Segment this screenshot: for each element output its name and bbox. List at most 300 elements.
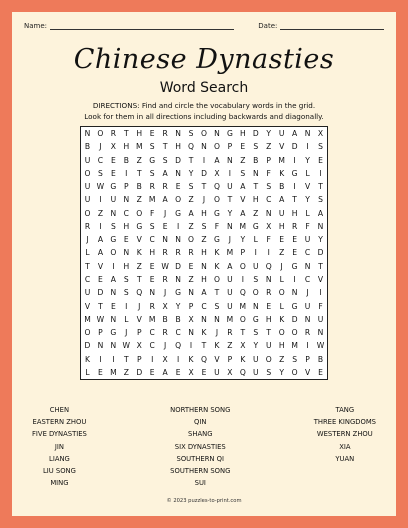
grid-letter[interactable]: V xyxy=(240,195,246,205)
grid-letter[interactable]: A xyxy=(317,208,324,218)
grid-letter[interactable]: E xyxy=(149,275,155,285)
grid-letter[interactable]: N xyxy=(188,328,194,338)
grid-letter[interactable]: A xyxy=(97,248,104,258)
grid-letter[interactable]: A xyxy=(162,367,168,377)
grid-letter[interactable]: T xyxy=(201,182,207,192)
grid-letter[interactable]: V xyxy=(97,261,104,271)
grid-letter[interactable]: F xyxy=(214,221,220,231)
grid-letter[interactable]: G xyxy=(252,314,259,324)
grid-letter[interactable]: S xyxy=(253,328,259,338)
grid-letter[interactable]: P xyxy=(98,328,103,338)
grid-letter[interactable]: V xyxy=(214,354,220,364)
grid-letter[interactable]: N xyxy=(149,288,156,298)
grid-letter[interactable]: N xyxy=(175,235,181,245)
grid-letter[interactable]: S xyxy=(110,221,116,231)
grid-letter[interactable]: Z xyxy=(136,195,142,205)
grid-letter[interactable]: O xyxy=(291,328,298,338)
grid-letter[interactable]: S xyxy=(123,275,129,285)
grid-letter[interactable]: I xyxy=(293,155,296,165)
grid-letter[interactable]: O xyxy=(239,261,246,271)
grid-letter[interactable]: U xyxy=(227,182,233,192)
grid-letter[interactable]: O xyxy=(201,129,207,139)
grid-letter[interactable]: E xyxy=(162,221,168,231)
grid-letter[interactable]: H xyxy=(201,248,207,258)
grid-letter[interactable]: Q xyxy=(239,288,246,298)
grid-letter[interactable]: T xyxy=(240,328,246,338)
grid-letter[interactable]: B xyxy=(279,182,285,192)
grid-letter[interactable]: N xyxy=(201,261,207,271)
grid-letter[interactable]: J xyxy=(280,261,283,271)
grid-letter[interactable]: H xyxy=(278,341,285,351)
grid-letter[interactable]: L xyxy=(253,235,258,245)
grid-letter[interactable]: K xyxy=(214,248,220,258)
grid-letter[interactable]: I xyxy=(267,248,270,258)
grid-letter[interactable]: Y xyxy=(305,155,310,165)
grid-letter[interactable]: C xyxy=(123,208,129,218)
grid-letter[interactable]: A xyxy=(188,208,194,218)
grid-letter[interactable]: G xyxy=(175,288,182,298)
grid-letter[interactable]: N xyxy=(252,168,259,178)
grid-letter[interactable]: R xyxy=(149,301,155,311)
grid-letter[interactable]: Z xyxy=(253,208,259,218)
grid-letter[interactable]: A xyxy=(279,195,285,205)
grid-letter[interactable]: M xyxy=(135,142,143,152)
grid-letter[interactable]: R xyxy=(291,221,298,231)
grid-letter[interactable]: R xyxy=(188,248,194,258)
grid-letter[interactable]: C xyxy=(149,341,155,351)
grid-letter[interactable]: I xyxy=(293,275,296,285)
grid-letter[interactable]: Y xyxy=(253,341,259,351)
grid-letter[interactable]: X xyxy=(266,221,272,231)
grid-letter[interactable]: F xyxy=(266,168,271,178)
grid-letter[interactable]: I xyxy=(254,248,257,258)
grid-letter[interactable]: O xyxy=(175,195,182,205)
grid-letter[interactable]: B xyxy=(175,314,181,324)
grid-letter[interactable]: P xyxy=(227,142,233,152)
grid-letter[interactable]: N xyxy=(227,221,233,231)
grid-letter[interactable]: R xyxy=(304,328,311,338)
grid-letter[interactable]: P xyxy=(227,354,233,364)
grid-letter[interactable]: D xyxy=(252,129,259,139)
grid-letter[interactable]: S xyxy=(318,195,323,205)
grid-letter[interactable]: G xyxy=(136,221,143,231)
grid-letter[interactable]: U xyxy=(84,288,91,298)
grid-letter[interactable]: L xyxy=(279,301,284,311)
grid-letter[interactable]: E xyxy=(110,168,116,178)
grid-letter[interactable]: U xyxy=(84,155,91,165)
grid-letter[interactable]: I xyxy=(176,354,180,364)
grid-letter[interactable]: X xyxy=(136,341,142,351)
date-field[interactable] xyxy=(280,22,384,30)
grid-letter[interactable]: S xyxy=(266,182,272,192)
grid-letter[interactable]: A xyxy=(201,288,207,298)
grid-letter[interactable]: P xyxy=(240,248,246,258)
grid-letter[interactable]: Z xyxy=(136,155,142,165)
grid-letter[interactable]: H xyxy=(136,129,143,139)
grid-letter[interactable]: Q xyxy=(188,142,195,152)
grid-letter[interactable]: T xyxy=(136,168,142,178)
grid-letter[interactable]: N xyxy=(291,288,298,298)
grid-letter[interactable]: K xyxy=(279,168,285,178)
grid-letter[interactable]: N xyxy=(304,261,311,271)
grid-letter[interactable]: N xyxy=(201,142,207,152)
grid-letter[interactable]: Z xyxy=(240,155,246,165)
grid-letter[interactable]: I xyxy=(99,195,102,205)
grid-letter[interactable]: N xyxy=(227,155,233,165)
grid-letter[interactable]: C xyxy=(304,248,311,258)
grid-letter[interactable]: V xyxy=(84,301,91,311)
grid-letter[interactable]: O xyxy=(84,208,91,218)
grid-letter[interactable]: H xyxy=(175,142,181,152)
grid-letter[interactable]: U xyxy=(253,261,259,271)
grid-letter[interactable]: X xyxy=(214,168,220,178)
grid-letter[interactable]: N xyxy=(84,129,91,139)
grid-letter[interactable]: J xyxy=(164,341,167,351)
grid-letter[interactable]: H xyxy=(201,275,207,285)
grid-letter[interactable]: R xyxy=(149,182,155,192)
grid-letter[interactable]: H xyxy=(265,314,272,324)
grid-letter[interactable]: E xyxy=(98,367,103,377)
grid-letter[interactable]: M xyxy=(148,314,156,324)
grid-letter[interactable]: M xyxy=(148,195,156,205)
grid-letter[interactable]: E xyxy=(318,367,323,377)
grid-letter[interactable]: L xyxy=(85,248,90,258)
grid-letter[interactable]: X xyxy=(162,301,168,311)
grid-letter[interactable]: Q xyxy=(175,341,182,351)
grid-letter[interactable]: R xyxy=(227,328,233,338)
grid-letter[interactable]: R xyxy=(162,275,168,285)
grid-letter[interactable]: F xyxy=(318,301,323,311)
grid-letter[interactable]: J xyxy=(125,328,128,338)
grid-letter[interactable]: E xyxy=(188,261,194,271)
grid-letter[interactable]: J xyxy=(86,235,89,245)
grid-letter[interactable]: G xyxy=(226,129,233,139)
grid-letter[interactable]: X xyxy=(227,367,233,377)
grid-letter[interactable]: O xyxy=(213,275,220,285)
grid-letter[interactable]: I xyxy=(112,261,115,271)
grid-letter[interactable]: O xyxy=(278,328,285,338)
grid-letter[interactable]: S xyxy=(318,142,323,152)
grid-letter[interactable]: H xyxy=(278,221,285,231)
grid-letter[interactable]: N xyxy=(214,314,220,324)
grid-letter[interactable]: Y xyxy=(227,208,233,218)
grid-letter[interactable]: T xyxy=(123,354,129,364)
grid-letter[interactable]: U xyxy=(84,182,91,192)
grid-letter[interactable]: T xyxy=(162,142,168,152)
grid-letter[interactable]: A xyxy=(214,155,220,165)
grid-letter[interactable]: M xyxy=(110,367,117,377)
grid-letter[interactable]: X xyxy=(240,341,246,351)
grid-letter[interactable]: E xyxy=(98,275,103,285)
grid-letter[interactable]: C xyxy=(97,155,104,165)
grid-letter[interactable]: E xyxy=(149,367,155,377)
grid-letter[interactable]: P xyxy=(124,182,129,192)
grid-letter[interactable]: R xyxy=(175,248,181,258)
grid-letter[interactable]: Y xyxy=(318,235,323,245)
grid-letter[interactable]: C xyxy=(201,301,207,311)
grid-letter[interactable]: R xyxy=(110,129,116,139)
grid-letter[interactable]: J xyxy=(228,235,231,245)
grid-letter[interactable]: W xyxy=(96,182,105,192)
grid-letter[interactable]: N xyxy=(123,248,130,258)
grid-letter[interactable]: X xyxy=(110,142,116,152)
grid-letter[interactable]: U xyxy=(304,235,311,245)
grid-letter[interactable]: P xyxy=(305,354,310,364)
grid-letter[interactable]: K xyxy=(84,354,90,364)
grid-letter[interactable]: P xyxy=(266,155,272,165)
grid-letter[interactable]: U xyxy=(84,195,91,205)
grid-letter[interactable]: E xyxy=(292,235,298,245)
grid-letter[interactable]: Z xyxy=(188,195,194,205)
grid-letter[interactable]: D xyxy=(317,248,324,258)
grid-letter[interactable]: G xyxy=(213,208,220,218)
grid-letter[interactable]: D xyxy=(201,168,207,178)
grid-letter[interactable]: S xyxy=(149,221,155,231)
grid-letter[interactable]: M xyxy=(84,314,91,324)
grid-letter[interactable]: I xyxy=(99,354,102,364)
grid-letter[interactable]: M xyxy=(226,248,234,258)
grid-letter[interactable]: Q xyxy=(213,182,220,192)
grid-letter[interactable]: U xyxy=(317,314,324,324)
grid-letter[interactable]: V xyxy=(317,275,324,285)
grid-letter[interactable]: I xyxy=(202,155,206,165)
grid-letter[interactable]: U xyxy=(278,208,285,218)
grid-letter[interactable]: U xyxy=(253,354,259,364)
grid-letter[interactable]: U xyxy=(110,195,117,205)
grid-letter[interactable]: I xyxy=(112,354,115,364)
grid-letter[interactable]: I xyxy=(306,142,309,152)
grid-letter[interactable]: L xyxy=(305,168,310,178)
grid-letter[interactable]: T xyxy=(136,275,142,285)
grid-letter[interactable]: G xyxy=(110,235,117,245)
grid-letter[interactable]: D xyxy=(97,288,104,298)
grid-letter[interactable]: S xyxy=(292,354,298,364)
grid-letter[interactable]: E xyxy=(175,367,181,377)
grid-letter[interactable]: H xyxy=(123,221,130,231)
grid-letter[interactable]: I xyxy=(319,288,322,298)
grid-letter[interactable]: W xyxy=(316,341,325,351)
grid-letter[interactable]: W xyxy=(96,314,105,324)
grid-letter[interactable]: S xyxy=(123,288,129,298)
grid-letter[interactable]: L xyxy=(124,314,129,324)
grid-letter[interactable]: D xyxy=(291,142,298,152)
grid-letter[interactable]: F xyxy=(305,221,310,231)
grid-letter[interactable]: N xyxy=(252,301,259,311)
grid-letter[interactable]: Z xyxy=(188,275,194,285)
grid-letter[interactable]: G xyxy=(291,301,298,311)
grid-letter[interactable]: J xyxy=(164,288,167,298)
grid-letter[interactable]: G xyxy=(110,328,117,338)
grid-letter[interactable]: Z xyxy=(201,235,207,245)
grid-letter[interactable]: G xyxy=(252,221,259,231)
grid-letter[interactable]: L xyxy=(279,275,284,285)
grid-letter[interactable]: B xyxy=(253,155,259,165)
grid-letter[interactable]: G xyxy=(175,208,182,218)
name-field[interactable] xyxy=(50,22,234,30)
grid-letter[interactable]: R xyxy=(84,221,91,231)
grid-letter[interactable]: H xyxy=(252,195,259,205)
grid-letter[interactable]: Z xyxy=(227,341,233,351)
grid-letter[interactable]: M xyxy=(239,301,247,311)
grid-letter[interactable]: I xyxy=(125,168,128,178)
grid-letter[interactable]: S xyxy=(188,129,194,139)
grid-letter[interactable]: A xyxy=(110,275,116,285)
grid-letter[interactable]: X xyxy=(162,354,168,364)
grid-letter[interactable]: T xyxy=(98,301,103,311)
grid-letter[interactable]: H xyxy=(291,208,298,218)
grid-letter[interactable]: O xyxy=(252,288,259,298)
grid-letter[interactable]: T xyxy=(123,129,129,139)
grid-letter[interactable]: B xyxy=(162,314,168,324)
grid-letter[interactable]: D xyxy=(175,261,182,271)
grid-letter[interactable]: S xyxy=(253,275,259,285)
grid-letter[interactable]: F xyxy=(150,208,155,218)
grid-letter[interactable]: S xyxy=(240,168,246,178)
grid-letter[interactable]: O xyxy=(278,288,285,298)
grid-letter[interactable]: E xyxy=(123,235,129,245)
grid-letter[interactable]: E xyxy=(318,155,323,165)
grid-letter[interactable]: N xyxy=(110,288,117,298)
grid-letter[interactable]: Z xyxy=(123,367,129,377)
grid-letter[interactable]: H xyxy=(239,129,246,139)
grid-letter[interactable]: Q xyxy=(201,354,207,364)
grid-letter[interactable]: G xyxy=(291,168,298,178)
grid-letter[interactable]: S xyxy=(214,301,220,311)
grid-letter[interactable]: C xyxy=(175,328,181,338)
grid-letter[interactable]: N xyxy=(317,221,324,231)
grid-letter[interactable]: R xyxy=(162,328,168,338)
grid-letter[interactable]: V xyxy=(304,367,311,377)
grid-letter[interactable]: L xyxy=(85,367,90,377)
grid-letter[interactable]: C xyxy=(84,275,91,285)
grid-letter[interactable]: U xyxy=(227,288,233,298)
grid-letter[interactable]: J xyxy=(306,288,309,298)
grid-letter[interactable]: K xyxy=(214,341,220,351)
grid-letter[interactable]: T xyxy=(253,182,259,192)
grid-letter[interactable]: C xyxy=(149,235,155,245)
grid-letter[interactable]: I xyxy=(189,341,193,351)
grid-letter[interactable]: G xyxy=(291,261,298,271)
grid-letter[interactable]: B xyxy=(123,155,129,165)
grid-letter[interactable]: I xyxy=(241,275,244,285)
grid-letter[interactable]: K xyxy=(188,354,194,364)
grid-letter[interactable]: R xyxy=(162,129,168,139)
grid-letter[interactable]: T xyxy=(318,182,323,192)
grid-letter[interactable]: N xyxy=(110,208,117,218)
grid-letter[interactable]: I xyxy=(151,354,154,364)
grid-letter[interactable]: N xyxy=(175,168,181,178)
grid-letter[interactable]: B xyxy=(84,142,91,152)
grid-letter[interactable]: O xyxy=(188,235,195,245)
grid-letter[interactable]: X xyxy=(188,314,194,324)
grid-letter[interactable]: I xyxy=(99,221,102,231)
grid-letter[interactable]: W xyxy=(122,341,131,351)
grid-letter[interactable]: X xyxy=(188,367,194,377)
grid-letter[interactable]: T xyxy=(266,328,272,338)
grid-letter[interactable]: E xyxy=(266,301,272,311)
grid-letter[interactable]: E xyxy=(201,367,207,377)
grid-letter[interactable]: N xyxy=(110,341,117,351)
grid-letter[interactable]: S xyxy=(149,142,155,152)
grid-letter[interactable]: G xyxy=(213,235,220,245)
grid-letter[interactable]: D xyxy=(84,341,91,351)
grid-letter[interactable]: T xyxy=(214,288,220,298)
grid-letter[interactable]: A xyxy=(240,208,246,218)
grid-letter[interactable]: U xyxy=(253,367,259,377)
grid-letter[interactable]: K xyxy=(136,248,142,258)
grid-letter[interactable]: N xyxy=(188,288,194,298)
grid-letter[interactable]: Z xyxy=(188,221,194,231)
grid-letter[interactable]: D xyxy=(136,367,143,377)
grid-letter[interactable]: S xyxy=(149,168,155,178)
grid-letter[interactable]: O xyxy=(291,367,298,377)
grid-letter[interactable]: B xyxy=(317,354,324,364)
grid-letter[interactable]: L xyxy=(305,208,310,218)
grid-letter[interactable]: V xyxy=(304,182,311,192)
grid-letter[interactable]: Q xyxy=(136,288,143,298)
grid-letter[interactable]: A xyxy=(227,261,233,271)
grid-letter[interactable]: T xyxy=(292,195,297,205)
grid-letter[interactable]: N xyxy=(304,314,311,324)
grid-letter[interactable]: V xyxy=(136,235,142,245)
grid-letter[interactable]: E xyxy=(292,248,298,258)
grid-letter[interactable]: S xyxy=(253,142,259,152)
grid-letter[interactable]: Y xyxy=(175,301,181,311)
grid-letter[interactable]: A xyxy=(97,235,104,245)
grid-letter[interactable]: M xyxy=(278,155,285,165)
grid-letter[interactable]: D xyxy=(291,314,298,324)
grid-letter[interactable]: E xyxy=(175,182,181,192)
grid-letter[interactable]: V xyxy=(136,314,142,324)
grid-letter[interactable]: U xyxy=(265,341,272,351)
grid-letter[interactable]: S xyxy=(188,182,194,192)
grid-letter[interactable]: N xyxy=(214,129,220,139)
grid-letter[interactable]: M xyxy=(226,314,234,324)
grid-letter[interactable]: U xyxy=(214,367,220,377)
grid-letter[interactable]: Y xyxy=(279,367,284,377)
grid-letter[interactable]: N xyxy=(97,341,104,351)
grid-letter[interactable]: Z xyxy=(97,208,104,218)
grid-letter[interactable]: P xyxy=(136,354,142,364)
grid-letter[interactable]: S xyxy=(162,155,168,165)
grid-letter[interactable]: E xyxy=(240,142,246,152)
grid-letter[interactable]: T xyxy=(201,341,207,351)
grid-letter[interactable]: P xyxy=(136,328,142,338)
grid-letter[interactable]: E xyxy=(110,155,116,165)
grid-letter[interactable]: U xyxy=(304,301,311,311)
grid-letter[interactable]: K xyxy=(214,261,220,271)
grid-letter[interactable]: B xyxy=(136,182,142,192)
grid-letter[interactable]: E xyxy=(149,261,155,271)
grid-letter[interactable]: T xyxy=(227,195,233,205)
grid-letter[interactable]: C xyxy=(304,275,311,285)
grid-letter[interactable]: Z xyxy=(279,354,285,364)
grid-letter[interactable]: J xyxy=(202,195,206,205)
grid-letter[interactable]: C xyxy=(149,328,155,338)
grid-letter[interactable]: I xyxy=(228,168,231,178)
grid-letter[interactable]: A xyxy=(162,195,168,205)
grid-letter[interactable]: K xyxy=(240,354,246,364)
grid-letter[interactable]: J xyxy=(138,301,141,311)
grid-letter[interactable]: V xyxy=(279,142,285,152)
grid-letter[interactable]: I xyxy=(176,221,180,231)
grid-letter[interactable]: H xyxy=(201,208,207,218)
grid-letter[interactable]: N xyxy=(175,275,181,285)
grid-letter[interactable]: M xyxy=(239,221,247,231)
grid-letter[interactable]: Y xyxy=(305,195,310,205)
grid-letter[interactable]: U xyxy=(227,301,233,311)
grid-letter[interactable]: P xyxy=(188,301,194,311)
